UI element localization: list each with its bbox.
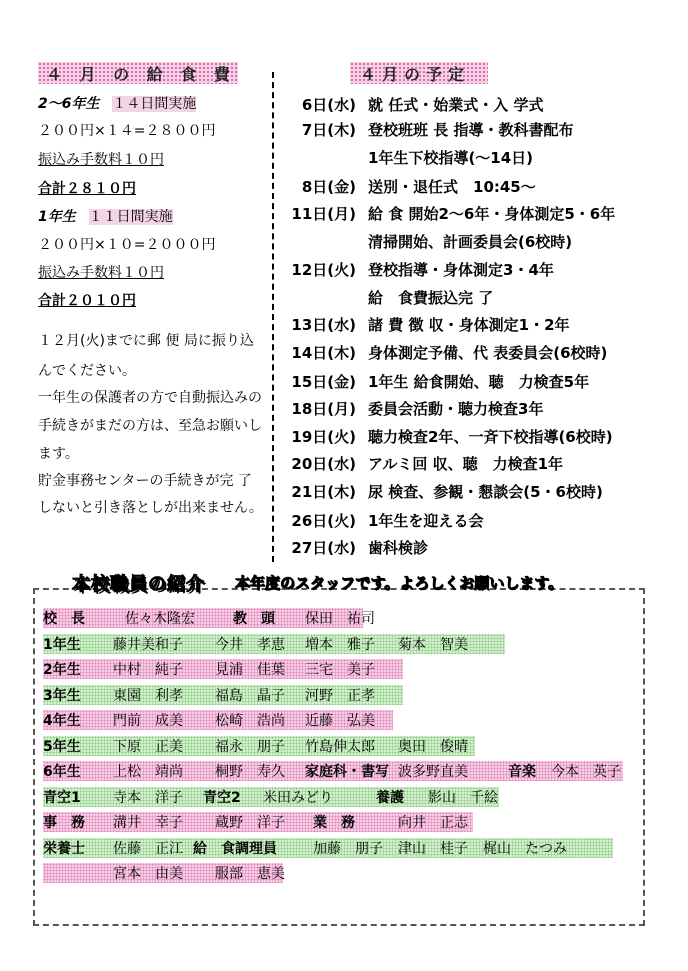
- staff-row: [43, 863, 283, 883]
- staff-cell: 溝井 幸子: [113, 815, 183, 831]
- staff-cell: 福永 朋子: [215, 738, 285, 755]
- staff-row: [43, 634, 505, 654]
- staff-cell: 今本 英子: [551, 764, 621, 780]
- staff-cell: 近藤 弘美: [305, 713, 375, 729]
- schedule-event: 諸 費 徴 収・身体測定1・2年: [368, 316, 570, 334]
- staff-cell: 梶山 たつみ: [483, 840, 567, 857]
- staff-subheading: 本年度のスタッフです。よろしくお願いします。: [235, 574, 564, 592]
- grade1-calc: ２００円×１０=２０００円: [38, 237, 216, 253]
- staff-cell: 松崎 浩尚: [215, 713, 285, 729]
- staff-cell: 今井 孝恵: [215, 636, 285, 653]
- staff-role: 5年生: [43, 738, 81, 755]
- staff-role: 栄養士: [43, 840, 85, 857]
- staff-cell: 奥田 俊晴: [398, 738, 468, 755]
- grade26-days: １４日間実施: [112, 96, 197, 112]
- staff-cell: 教 頭: [233, 611, 275, 627]
- staff-cell: 東園 利孝: [113, 687, 183, 704]
- schedule-event: 聴力検査2年、一斉下校指導(6校時): [368, 428, 613, 446]
- staff-cell: 上松 靖尚: [113, 764, 183, 780]
- staff-role: 校 長: [43, 611, 85, 627]
- staff-cell: 門前 成美: [113, 713, 183, 729]
- staff-role: 2年生: [43, 662, 81, 678]
- schedule-event: 給 食 開始2～6年・身体測定5・6年: [368, 205, 616, 223]
- staff-cell: 向井 正志: [398, 815, 468, 831]
- staff-row: [43, 812, 473, 832]
- staff-cell: 蔵野 洋子: [215, 815, 285, 831]
- schedule-date: 20日(水): [291, 455, 356, 473]
- column-divider: [272, 72, 274, 562]
- notice-line: 貯金事務センターの手続きが完 了: [38, 473, 252, 489]
- staff-cell: 影山 千絵: [428, 789, 498, 806]
- schedule-date: 13日(水): [291, 316, 356, 334]
- schedule-event: 清掃開始、計画委員会(6校時): [368, 233, 573, 251]
- staff-cell: 竹島伸太郎: [305, 738, 375, 755]
- staff-role: 3年生: [43, 687, 81, 704]
- schedule-date: 18日(月): [291, 400, 356, 418]
- schedule-date: 14日(木): [291, 344, 356, 362]
- staff-cell: 中村 純子: [113, 662, 183, 678]
- schedule-event: 歯科検診: [368, 539, 429, 557]
- notice-line: しないと引き落としが出来ません。: [38, 500, 263, 516]
- schedule-date: 15日(金): [291, 373, 356, 391]
- staff-cell: 佐藤 正江: [113, 840, 183, 857]
- staff-role: 青空1: [43, 789, 81, 806]
- staff-cell: 河野 正孝: [305, 687, 375, 704]
- schedule-date: 26日(火): [291, 512, 356, 530]
- staff-cell: 桐野 寿久: [215, 764, 285, 780]
- staff-row: [43, 710, 393, 730]
- staff-cell: 福島 晶子: [215, 687, 285, 704]
- schedule-event: 身体測定予備、代 表委員会(6校時): [368, 344, 608, 362]
- staff-cell: 波多野直美: [398, 764, 468, 780]
- notice-line: 一年生の保護者の方で自動振込みの: [38, 390, 262, 406]
- schedule-date: 7日(木): [301, 121, 356, 139]
- notice-line: １２月(火)までに郵 便 局に振り込: [38, 333, 254, 349]
- staff-cell: 青空2: [203, 789, 241, 806]
- staff-heading: 本校職員の紹介: [72, 574, 205, 595]
- staff-cell: 保田 祐司: [305, 611, 375, 627]
- staff-cell: 藤井美和子: [113, 636, 183, 653]
- staff-cell: 米田みどり: [263, 789, 333, 806]
- staff-cell: 寺本 洋子: [113, 789, 183, 806]
- grade26-calc: ２００円×１４=２８００円: [38, 123, 216, 139]
- staff-cell: 養護: [376, 789, 404, 806]
- schedule-event: 登校指導・身体測定3・4年: [368, 261, 554, 279]
- schedule-event: 1年生下校指導(～14日): [368, 149, 534, 167]
- notice-line: んでください。: [38, 363, 136, 379]
- notice-line: 手続きがまだの方は、至急お願いし: [38, 418, 262, 434]
- staff-cell: 業 務: [313, 815, 355, 831]
- staff-cell: 家庭科・書写: [305, 764, 389, 780]
- schedule-event: 1年生を迎える会: [368, 512, 484, 530]
- grade1-days: １１日間実施: [88, 209, 173, 225]
- staff-role: 1年生: [43, 636, 81, 653]
- schedule-event: 送別・退任式 10:45～: [368, 178, 536, 196]
- schedule-date: 11日(月): [291, 205, 356, 223]
- schedule-event: 1年生 給食開始、聴 力検査5年: [368, 373, 590, 391]
- staff-cell: 津山 桂子: [398, 840, 468, 857]
- schedule-event: 尿 検査、参観・懇談会(5・6校時): [368, 483, 603, 501]
- staff-cell: 増本 雅子: [305, 636, 375, 653]
- grade1-total: 合計２０１０円: [38, 293, 136, 309]
- staff-cell: 服部 恵美: [215, 866, 285, 882]
- schedule-date: 12日(火): [291, 261, 356, 279]
- schedule-date: 19日(火): [291, 428, 356, 446]
- staff-cell: 下原 正美: [113, 738, 183, 755]
- schedule-title: ４月の予定: [350, 62, 488, 84]
- staff-row: [43, 736, 475, 756]
- schedule-date: 27日(水): [291, 539, 356, 557]
- staff-cell: 宮本 由美: [113, 866, 183, 882]
- grade1-label: 1年生 １１日間実施: [38, 209, 173, 225]
- staff-row: [43, 659, 403, 679]
- schedule-event: 委員会活動・聴力検査3年: [368, 400, 544, 418]
- grade26-label: 2～6年生 １４日間実施: [38, 96, 197, 112]
- staff-cell: 三宅 美子: [305, 662, 375, 678]
- staff-cell: 佐々木隆宏: [125, 611, 195, 627]
- schedule-event: 給 食費振込完 了: [368, 289, 494, 307]
- staff-row: [43, 685, 403, 705]
- notice-line: ます。: [38, 446, 79, 462]
- lunch-fee-title: ４ 月 の 給 食 費: [38, 62, 238, 84]
- schedule-event: アルミ回 収、聴 力検査1年: [368, 455, 564, 473]
- grade1-fee: 振込み手数料１０円: [38, 265, 164, 281]
- staff-row: [43, 787, 499, 807]
- schedule-event: 就 任式・始業式・入 学式: [368, 96, 544, 114]
- staff-row: [43, 838, 613, 858]
- staff-role: 4年生: [43, 713, 81, 729]
- staff-role: 事 務: [43, 815, 85, 831]
- staff-cell: 菊本 智美: [398, 636, 468, 653]
- staff-cell: 音楽: [508, 764, 536, 780]
- schedule-date: 8日(金): [301, 178, 356, 196]
- schedule-event: 登校班班 長 指導・教科書配布: [368, 121, 574, 139]
- staff-cell: 給 食調理員: [193, 840, 277, 857]
- staff-row: [43, 608, 375, 628]
- staff-cell: 加藤 朋子: [313, 840, 383, 857]
- staff-cell: 見浦 佳葉: [215, 662, 285, 678]
- schedule-date: 6日(水): [301, 96, 356, 114]
- grade26-total: 合計２８１０円: [38, 181, 136, 197]
- staff-role: 6年生: [43, 764, 81, 780]
- schedule-date: 21日(木): [291, 483, 356, 501]
- grade26-fee: 振込み手数料１０円: [38, 152, 164, 168]
- staff-row: [43, 761, 623, 781]
